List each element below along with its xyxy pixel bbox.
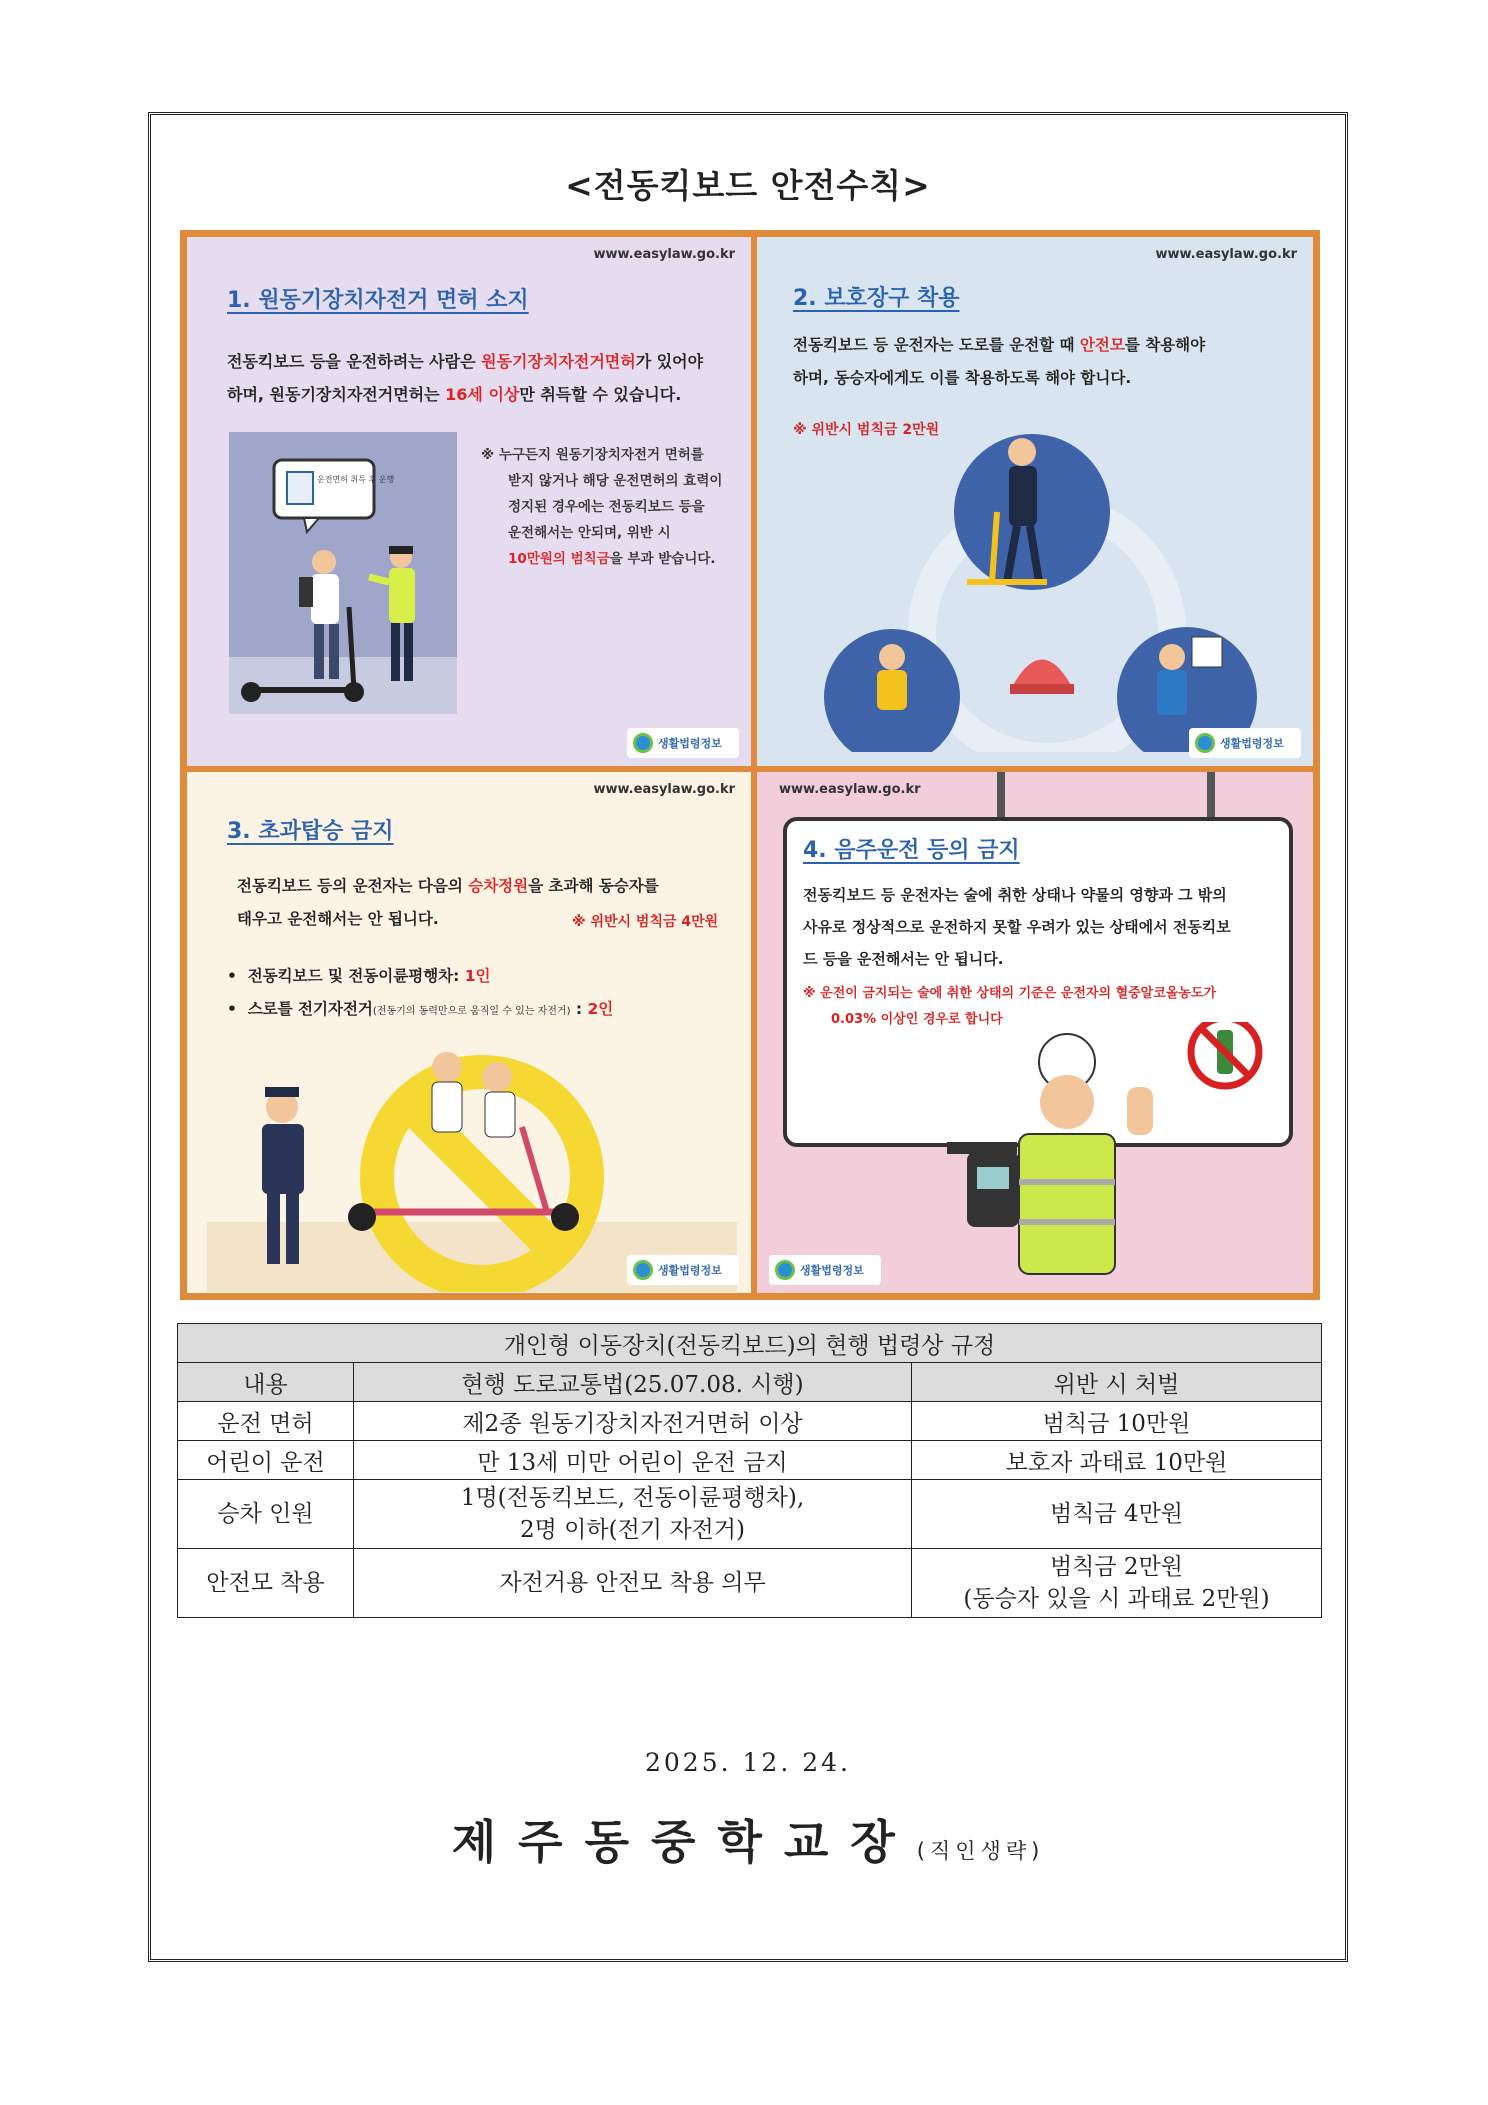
document-title: <전동킥보드 안전수칙> [565, 166, 931, 205]
table-row [178, 1441, 1322, 1480]
panel-url: www.easylaw.go.kr [1155, 247, 1297, 262]
panel-url: www.easylaw.go.kr [593, 247, 735, 262]
table-row [178, 1480, 1322, 1549]
panel-heading: 3. 초과탑승 금지 [227, 819, 394, 844]
license-illustration [229, 432, 457, 714]
panel-url: www.easylaw.go.kr [593, 782, 735, 797]
table-caption-row [178, 1324, 1322, 1363]
easylaw-logo: 생활법령정보 [769, 1255, 881, 1285]
logo-icon [775, 1260, 795, 1280]
regulation-table [177, 1323, 1322, 1618]
issue-date: 2025. 12. 24. [645, 1748, 851, 1777]
overload-illustration [207, 1027, 737, 1292]
list-item: • 스로틀 전기자전거(전동기의 동력만으로 움직일 수 있는 자전거) : 2인 [227, 1000, 614, 1018]
logo-icon [1195, 733, 1215, 753]
table-cell: 1명(전동킥보드, 전동이륜평행차), 2명 이하(전기 자전거) [354, 1480, 912, 1549]
issuer-signature [148, 1806, 1348, 1872]
bac-note: ※ 운전이 금지되는 술에 취한 상태의 기준은 운전자의 혈중알코올농도가 0.03% 이상인 경우로 합니다 [803, 986, 1217, 1027]
table-cell: 자전거용 안전모 착용 의무 [354, 1549, 912, 1618]
fine-note: ※ 위반시 범칙금 2만원 [793, 422, 940, 438]
easylaw-logo: 생활법령정보 [627, 1255, 739, 1285]
infographic-grid [180, 230, 1320, 1300]
table-cell: 제2종 원동기장치자전거면허 이상 [354, 1402, 912, 1441]
panel-heading: 1. 원동기장치자전거 면허 소지 [227, 288, 529, 313]
seal-note: (직인생략) [916, 1839, 1045, 1863]
panel-body: 전동킥보드 등을 운전하려는 사람은 원동기장치자전거면허가 있어야 하며, 원동기장치자전거면허는 16세 이상만 취득할 수 있습니다. [227, 352, 704, 404]
panel-overload [184, 769, 754, 1296]
table-cell: 운전 면허 [178, 1402, 354, 1441]
table-caption: 개인형 이동장치(전동킥보드)의 현행 법령상 규정 [178, 1324, 1322, 1363]
column-header: 위반 시 처벌 [912, 1363, 1322, 1402]
easylaw-logo: 생활법령정보 [627, 728, 739, 758]
fine-note: ※ 위반시 범칙금 4만원 [572, 914, 719, 930]
table-cell: 범칙금 10만원 [912, 1402, 1322, 1441]
table-row [178, 1402, 1322, 1441]
board-hangers [997, 772, 1237, 820]
panel-url: www.easylaw.go.kr [779, 782, 921, 797]
logo-icon [633, 733, 653, 753]
table-cell: 어린이 운전 [178, 1441, 354, 1480]
easylaw-logo: 생활법령정보 [1189, 728, 1301, 758]
table-cell: 보호자 과태료 10만원 [912, 1441, 1322, 1480]
list-item: • 전동킥보드 및 전동이륜평행차: 1인 [227, 967, 491, 985]
panel-helmet [754, 234, 1316, 769]
table-header-row [178, 1363, 1322, 1402]
table-cell: 안전모 착용 [178, 1549, 354, 1618]
table-cell: 범칙금 4만원 [912, 1480, 1322, 1549]
officer-illustration [937, 1022, 1297, 1296]
panel-body: 전동킥보드 등 운전자는 도로를 운전할 때 안전모를 착용해야 하며, 동승자에게도 이를 착용하도록 해야 합니다. [793, 336, 1206, 387]
logo-icon [633, 1260, 653, 1280]
panel-body: 전동킥보드 등의 운전자는 다음의 승차정원을 초과해 동승자를 태우고 운전해서는 안 됩니다. [237, 877, 659, 928]
table-cell: 만 13세 미만 어린이 운전 금지 [354, 1441, 912, 1480]
table-row [178, 1549, 1322, 1618]
panel-drunk-driving [754, 769, 1316, 1296]
panel-note: ※ 누구든지 원동기장치자전거 면허를 받지 않거나 해당 운전면허의 효력이 정지된 경우에는 전동킥보드 등을 운전해서는 안되며, 위반 시 10만원의 범칙금을 부과 받습니다. [481, 447, 723, 567]
school-name: 제주동중학교장 [451, 1815, 917, 1869]
panel-heading: 2. 보호장구 착용 [793, 286, 960, 311]
helmet-illustration [817, 432, 1267, 752]
table-cell: 범칙금 2만원 (동승자 있을 시 과태료 2만원) [912, 1549, 1322, 1618]
column-header: 현행 도로교통법(25.07.08. 시행) [354, 1363, 912, 1402]
rider-limit-list [227, 960, 613, 1028]
bubble-text: 운전면허 취득 후 운행 [317, 475, 395, 484]
panel-body: 전동킥보드 등 운전자는 술에 취한 상태나 약물의 영향과 그 밖의 사유로 정상적으로 운전하지 못할 우려가 있는 상태에서 전동킥보 드 등을 운전해서는 안 됩니다. [803, 886, 1231, 968]
panel-license [184, 234, 754, 769]
panel-heading: 4. 음주운전 등의 금지 [803, 838, 1020, 863]
table-cell: 승차 인원 [178, 1480, 354, 1549]
column-header: 내용 [178, 1363, 354, 1402]
